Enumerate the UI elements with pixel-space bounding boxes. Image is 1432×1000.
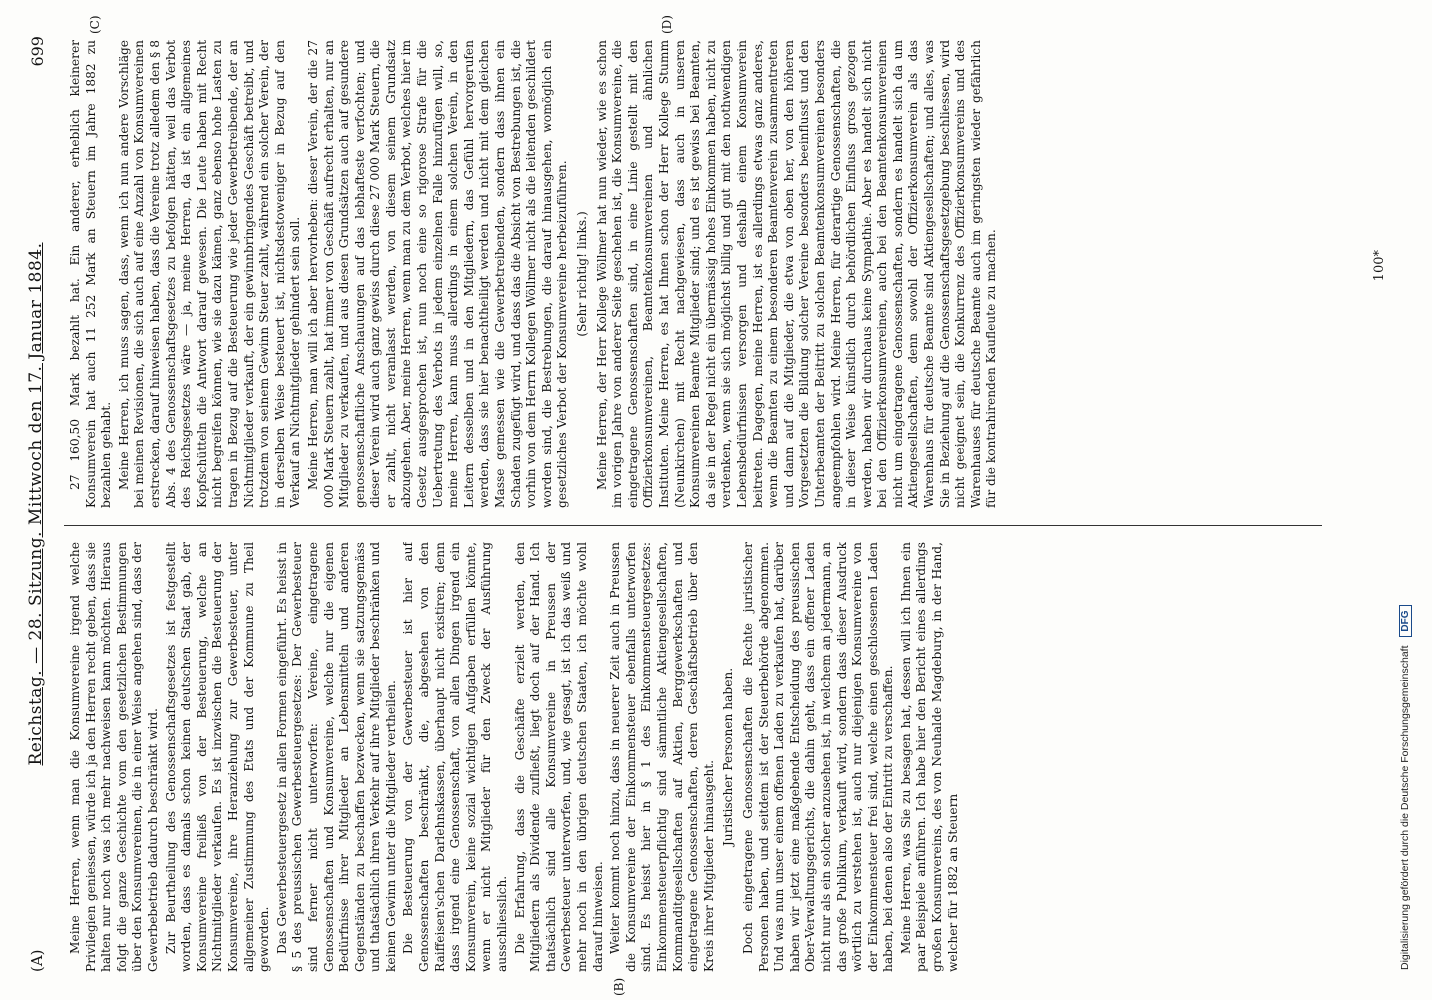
left-column	[68, 542, 1332, 972]
paragraph: 27 160,50 Mark bezahlt hat. Ein anderer, erheblich kleinerer Konsumverein hat auch 11 252 Mark an Steuern im Jahre 1882 zu bezahlen gehabt.	[68, 40, 114, 508]
paragraph: Die Erfahrung, dass die Geschäfte erzielt werden, den Mitgliedern als Dividende zufließt, liegt doch auf der Hand. Ich thatsächlich sind alle Konsumvereine in Preussen der Gewerbesteuer unterworfen, und, wie gesagt, ist ich das weiß und mehr noch in den übrigen deutschen Staaten, ich möchte wohl darauf hinweisen.	[512, 542, 605, 972]
paragraph: Meine Herren, was Sie zu besagen hat, dessen will ich Ihnen ein paar Beispiele anführen. Ich habe hier den Bericht eines allerdings großen Konsumvereins, des von Neuhalde Magdeburg, in der Hand, welcher für 1882 an Steuern	[898, 542, 960, 972]
paragraph: Meine Herren, der Herr Kollege Wöllmer hat nun wieder, wie es schon im vorigen Jahre von anderer Seite geschehen ist, die Konsumvereine, die eingetragene Genossenschaften sind, in eine Linie gestellt mit den Offizierkonsumvereinen, Beamtenkonsumvereinen und ähnlichen Instituten. Meine Herren, es hat Ihnen schon der Herr Kollege Stumm (Neunkirchen) mit Recht nachgewiesen, dass auch in unseren Konsumvereinen Beamte Mitglieder sind; und es ist gewiss bei Beamten, da sie in der Regel nicht ein übermässig hohes Einkommen haben, nicht zu verdenken, wenn sie sich möglichst billig und gut mit den nothwendigen Lebensbedürfnissen versorgen und deshalb einem Konsumverein beitreten. Dagegen, meine Herren, ist es allerdings etwas ganz anderes, wenn die Beamten zu einem besonderen Beamtenverein zusammentreten und dann auf die Mitglieder, die etwa von oben her, von den höheren Vorgesetzten die Bildung solcher Vereine besonders beeinflusst und den Unterbeamten der Beitritt zu solchen Beamtenkonsumvereinen besonders angeempfohlen wird. Meine Herren, für derartige Genossenschaften, die in dieser Weise künstlich durch behördlichen Einfluss gross gezogen werden, haben wir durchaus keine Sympathie. Aber es handelt sich nicht bei den Offizierkonsumvereinen, auch bei den Beamtenkonsumvereinen nicht um eingetragene Genossenschaften, sondern es handelt sich da um Aktiengesellschaften, denn sowohl der Offizierkonsumverein als das Warenhaus für deutsche Beamte sind Aktiengesellschaften; und alles, was Sie in Beziehung auf die Genossenschaftsgesetzgebung beschliessen, wird nicht geeignet sein, die Konkurrenz des Offizierkonsumvereins und des Warenhauses für deutsche Beamte auch im geringsten wieder gefährlich für die kontrahirenden Kaufleute zu machen.	[594, 40, 999, 508]
paragraph: Meine Herren, man will ich aber hervorheben: dieser Verein, der die 27 000 Mark Steuern zahlt, hat immer von Geschäft aufrecht erhalten, nur an Mitglieder zu verkaufen, und aus diesen Grundsätzen auch auf gesundere genossenschaftliche Anschauungen auf das lebhafteste verfochten; und dieser Verein wird auch ganz gewiss durch diese 27 000 Mark Steuern, die er zahlt, nicht veranlasst werden, von diesem seinem Grundsatz abzugehen. Aber, meine Herren, wenn man zu dem Verbot, welches hier im Gesetz ausgesprochen ist, nun noch eine so rigorose Strafe für die Uebertretung des Verbots in jedem einzelnen Falle hinzufügen will, so, meine Herren, kann muss allerdings in einem solchen Verein, in den Leitern desselben und in den Mitgliedern, das Gefühl hervorgerufen werden, dass sie hier benachtheiligt werden und nicht mit dem gleichen Masse gemessen wie die Gewerbetreibenden, sondern dass ihnen ein Schaden zugefügt wird, und dass das die Absicht von Bestrebungen ist, die vorhin von dem Herrn Kollegen Wöllmer nicht als die leitenden geschildert worden sind, die Bestrebungen, die darauf hinausgehen, womöglich ein gesetzliches Verbot der Konsumvereine herbeizuführen.	[305, 40, 570, 508]
paragraph: Doch eingetragene Genossenschaften die Rechte juristischer Personen haben, und seitdem ist der Steuerbehörde abgenommen. Und was nun unser einem offenen Laden zu verkaufen hat, darüber haben wir jetzt eine maßgebende Entscheidung des preussischen Ober-Verwaltungsgerichts, die dahin geht, dass ein offener Laden nicht nur als ein solcher anzusehen ist, in welchem an jedermann, an das große Publikum, verkauft wird, sondern dass dieser Ausdruck wörtlich zu verstehen ist, auch nur diejenigen Konsumvereine von der Einkommensteuer frei sind, welche einen geschlossenen Laden haben, bei denen also der Eintritt zu verschaffen.	[740, 542, 896, 972]
paragraph: Meine Herren, ich muss sagen, dass, wenn ich nun andere Vorschläge bei meinen Revisionen, die sich auch auf eine Anzahl von Konsumvereinen erstrecken, darauf hinweisen haben, dass die Vereine trotz alledem den § 8 Abs. 4 des Genossenschaftsgesetzes zu befolgen hätten, weil das Verbot des Reichsgesetzes wäre — ja, meine Herren, da ist ein allgemeines Kopfschütteln die Antwort darauf gewesen. Die Leute haben mit Recht nicht begreifen können, wie sie dazu kämen, ganz ebenso hohe Lasten zu tragen in Bezug auf die Besteuerung wie jeder Gewerbetreibende, der an Nichtmitglieder verkauft, der ein gewinnbringendes Geschäft betreibt, und trotzdem von seinem Gewinn Steuer zahlt, während ein solcher Verein, der in derselben Weise besteuert ist, nichtsdestoweniger in Bezug auf den Verkauf an Nichtmitglieder gehindert sein soll.	[116, 40, 303, 508]
folio-mark: 100*	[1372, 250, 1387, 282]
paragraph: Die Besteuerung von der Gewerbesteuer ist hier auf Genossenschaften beschränkt, die, abgesehen von den Raiffeisen'schen Darlehnskassen, überhaupt nicht existiren; denn dass irgend eine Genossenschaft, von allen Dingen irgend ein Konsumverein, keine sozial wichtigen Aufgaben erfüllen könnte, wenn er nicht Mitglieder für den Zweck der Ausführung ausschliesslich.	[401, 542, 510, 972]
centered-line: Juristischer Personen haben.	[721, 667, 736, 847]
applause-note: (Sehr richtig! links.)	[575, 211, 589, 337]
running-title: Reichstag. — 28. Sitzung. Mittwoch den 17. Januar 1884.	[26, 242, 46, 766]
column-divider	[64, 525, 1322, 526]
margin-marker-b: (B)	[612, 977, 626, 996]
margin-marker-a: (A)	[28, 949, 46, 972]
paragraph: Das Gewerbesteuergesetz in allen Formen eingeführt. Es heisst in § 5 des preussischen Gewerbesteuergesetzes: Der Gewerbesteuer sind ferner nicht unterworfen: Vereine, eingetragene Genossenschaften und Konsumvereine, welche nur die eigenen Bedürfnisse ihrer Mitglieder an Lebensmitteln und anderen Gegenständen zu beschaffen bezwecken, wenn sie satzungsgemäss und thatsächlich ihren Verkehr auf ihre Mitglieder beschränken und keinen Gewinn unter die Mitglieder vertheilen.	[274, 542, 398, 972]
margin-marker-c: (C)	[88, 15, 102, 34]
dfg-logo: DFG	[1399, 605, 1412, 636]
margin-marker-d: (D)	[660, 15, 674, 34]
digitization-credit	[1399, 605, 1412, 970]
paragraph: Zur Beurtheilung des Genossenschaftsgesetzes ist festgestellt worden, dass es damals schon keinen deutschen Staat gab, der Konsumvereine freiließ von der Besteuerung, welche an Nichtmitglieder verkaufen. Es ist inzwischen die Besteuerung der Konsumvereine, ihre Heranziehung zur Gewerbesteuer, unter allgemeiner Zustimmung des Etats und der Kommune zu Theil geworden.	[163, 542, 272, 972]
paragraph: Weiter kommt noch hinzu, dass in neuerer Zeit auch in Preussen die Konsumvereine der Einkommensteuer ebenfalls unterworfen sind. Es heisst hier in § 1 des Einkommensteuergesetzes: Einkommensteuerpflichtig sind sämmtliche Aktiengesellschaften, Kommanditgesellschaften auf Aktien, Berggewerkschaften und eingetragene Genossenschaften, deren Geschäftsbetrieb über den Kreis ihrer Mitglieder hinausgeht.	[608, 542, 716, 972]
right-column	[68, 40, 1332, 508]
page-footer	[1372, 0, 1412, 1000]
credit-text: Digitalisierung gefördert durch die Deutsche Forschungsgemeinschaft	[1399, 645, 1411, 970]
paragraph: Meine Herren, wenn man die Konsumvereine irgend welche Privilegien geniessen, würde ich ja den Herren recht geben, dass sie halten nur noch was ich mehr nachweisen kann möchten. Hieraus folgt die ganze Geschichte vom den gesetzlichen Bestimmungen über den Konsumvereinen, die in einer Weise angehen sind, dass der Gewerbebetrieb dadurch beschränkt wird.	[68, 542, 160, 972]
page-number: 699	[28, 36, 47, 67]
page-header	[20, 36, 60, 972]
